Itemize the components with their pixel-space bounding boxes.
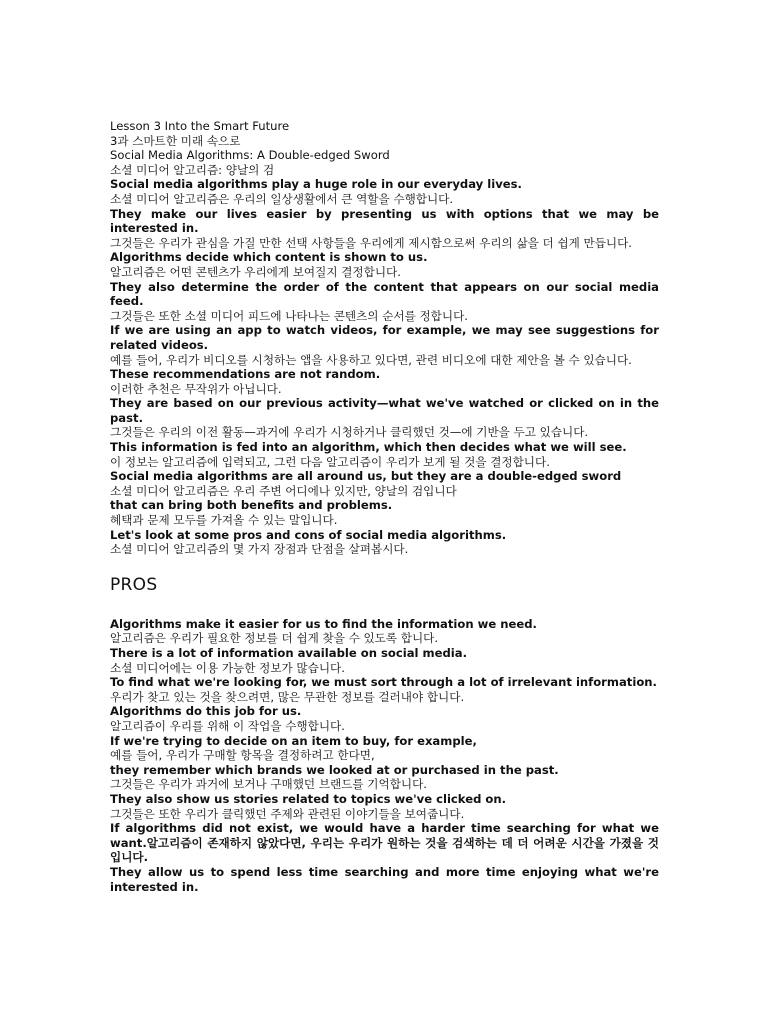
korean-translation-line: 그것들은 우리의 이전 활동—과거에 우리가 시청하거나 클릭했던 것—에 기반을 두고 있습니다. — [110, 425, 589, 440]
korean-translation-line: 소셜 미디어 알고리즘: 양날의 검 — [110, 162, 275, 177]
korean-translation-line: 알고리즘이 우리를 위해 이 작업을 수행합니다. — [110, 718, 345, 733]
korean-translation-line: 소셜 미디어 알고리즘은 우리의 일상생활에서 큰 역할을 수행합니다. — [110, 191, 454, 206]
korean-translation-line: 그것들은 우리가 과거에 보거나 구매했던 브랜드를 기억합니다. — [110, 777, 427, 792]
english-sentence-line: They are based on our previous activity—what we've watched or clicked on in the past. — [110, 396, 659, 425]
english-sentence-line: This information is fed into an algorithm, which then decides what we will see. — [110, 440, 627, 455]
english-sentence-line: Social media algorithms are all around us, but they are a double-edged sword — [110, 469, 622, 484]
english-sentence-line: They also determine the order of the content that appears on our social media feed. — [110, 279, 659, 309]
english-sentence-line: Algorithms decide which content is shown to us. — [110, 250, 428, 265]
english-sentence-line: These recommendations are not random. — [110, 367, 381, 382]
intro-section — [110, 119, 659, 557]
document-page — [110, 119, 659, 894]
korean-translation-line: 소셜 미디어 알고리즘은 우리 주변 어디에나 있지만, 양날의 검입니다 — [110, 483, 457, 498]
korean-translation-line: 알고리즘은 우리가 필요한 정보를 더 쉽게 찾을 수 있도록 합니다. — [110, 631, 439, 646]
english-sentence-line: If we're trying to decide on an item to buy, for example, — [110, 733, 477, 748]
english-sentence-line: There is a lot of information available on social media. — [110, 646, 468, 660]
english-sentence-line: If we are using an app to watch videos, for example, we may see suggestions for related videos. — [110, 323, 659, 352]
english-sentence-line: Lesson 3 Into the Smart Future — [110, 119, 290, 133]
english-sentence-line: They make our lives easier by presenting us with options that we may be interested in. — [110, 206, 659, 236]
english-sentence-line: They allow us to spend less time searching and more time enjoying what we're interested in. — [110, 864, 659, 894]
korean-translation-line: 소셜 미디어에는 이용 가능한 정보가 많습니다. — [110, 660, 345, 675]
english-sentence-line: Social Media Algorithms: A Double-edged Sword — [110, 148, 390, 163]
pros-section — [110, 617, 659, 894]
korean-translation-line: 그것들은 또한 소셜 미디어 피드에 나타나는 콘텐츠의 순서를 정합니다. — [110, 308, 468, 323]
korean-translation-line: 예를 들어, 우리가 구매할 항목을 결정하려고 한다면, — [110, 748, 375, 763]
english-sentence-line: If algorithms did not exist, we would have a harder time searching for what we want.알고리즘이 존재하지 않았다면, 우리는 우리가 원하는 것을 검색하는 데 더 어려운 시간을 가졌을 것입니다. — [110, 821, 659, 865]
english-sentence-line: they remember which brands we looked at or purchased in the past. — [110, 762, 559, 777]
english-sentence-line: that can bring both benefits and problems. — [110, 498, 393, 513]
korean-translation-line: 이 정보는 알고리즘에 입력되고, 그런 다음 알고리즘이 우리가 보게 될 것을 결정합니다. — [110, 454, 550, 469]
english-sentence-line: Algorithms make it easier for us to find the information we need. — [110, 616, 537, 631]
korean-translation-line: 그것들은 우리가 관심을 가질 만한 선택 사항들을 우리에게 제시함으로써 우리의 삶을 더 쉽게 만듭니다. — [110, 235, 632, 250]
korean-translation-line: 소셜 미디어 알고리즘의 몇 가지 장점과 단점을 살펴봅시다. — [110, 542, 409, 557]
korean-translation-line: 예를 들어, 우리가 비디오를 시청하는 앱을 사용하고 있다면, 관련 비디오에 대한 제안을 볼 수 있습니다. — [110, 352, 632, 367]
korean-translation-line: 그것들은 또한 우리가 클릭했던 주제와 관련된 이야기들을 보여줍니다. — [110, 806, 465, 821]
english-sentence-line: They also show us stories related to topics we've clicked on. — [110, 791, 507, 806]
pros-heading: PROS — [110, 574, 158, 595]
korean-translation-line: 3과 스마트한 미래 속으로 — [110, 133, 241, 148]
korean-translation-line: 이러한 추천은 무작위가 아닙니다. — [110, 381, 282, 396]
english-sentence-line: Social media algorithms play a huge role in our everyday lives. — [110, 177, 522, 192]
korean-translation-line: 알고리즘은 어떤 콘텐츠가 우리에게 보여질지 결정합니다. — [110, 264, 401, 279]
korean-translation-line: 혜택과 문제 모두를 가져올 수 있는 말입니다. — [110, 513, 338, 528]
english-sentence-line: Let's look at some pros and cons of social media algorithms. — [110, 527, 507, 542]
english-sentence-line: Algorithms do this job for us. — [110, 704, 302, 719]
english-sentence-line: To find what we're looking for, we must sort through a lot of irrelevant information. — [110, 675, 657, 690]
korean-translation-line: 우리가 찾고 있는 것을 찾으려면, 많은 무관한 정보를 걸러내야 합니다. — [110, 689, 465, 704]
